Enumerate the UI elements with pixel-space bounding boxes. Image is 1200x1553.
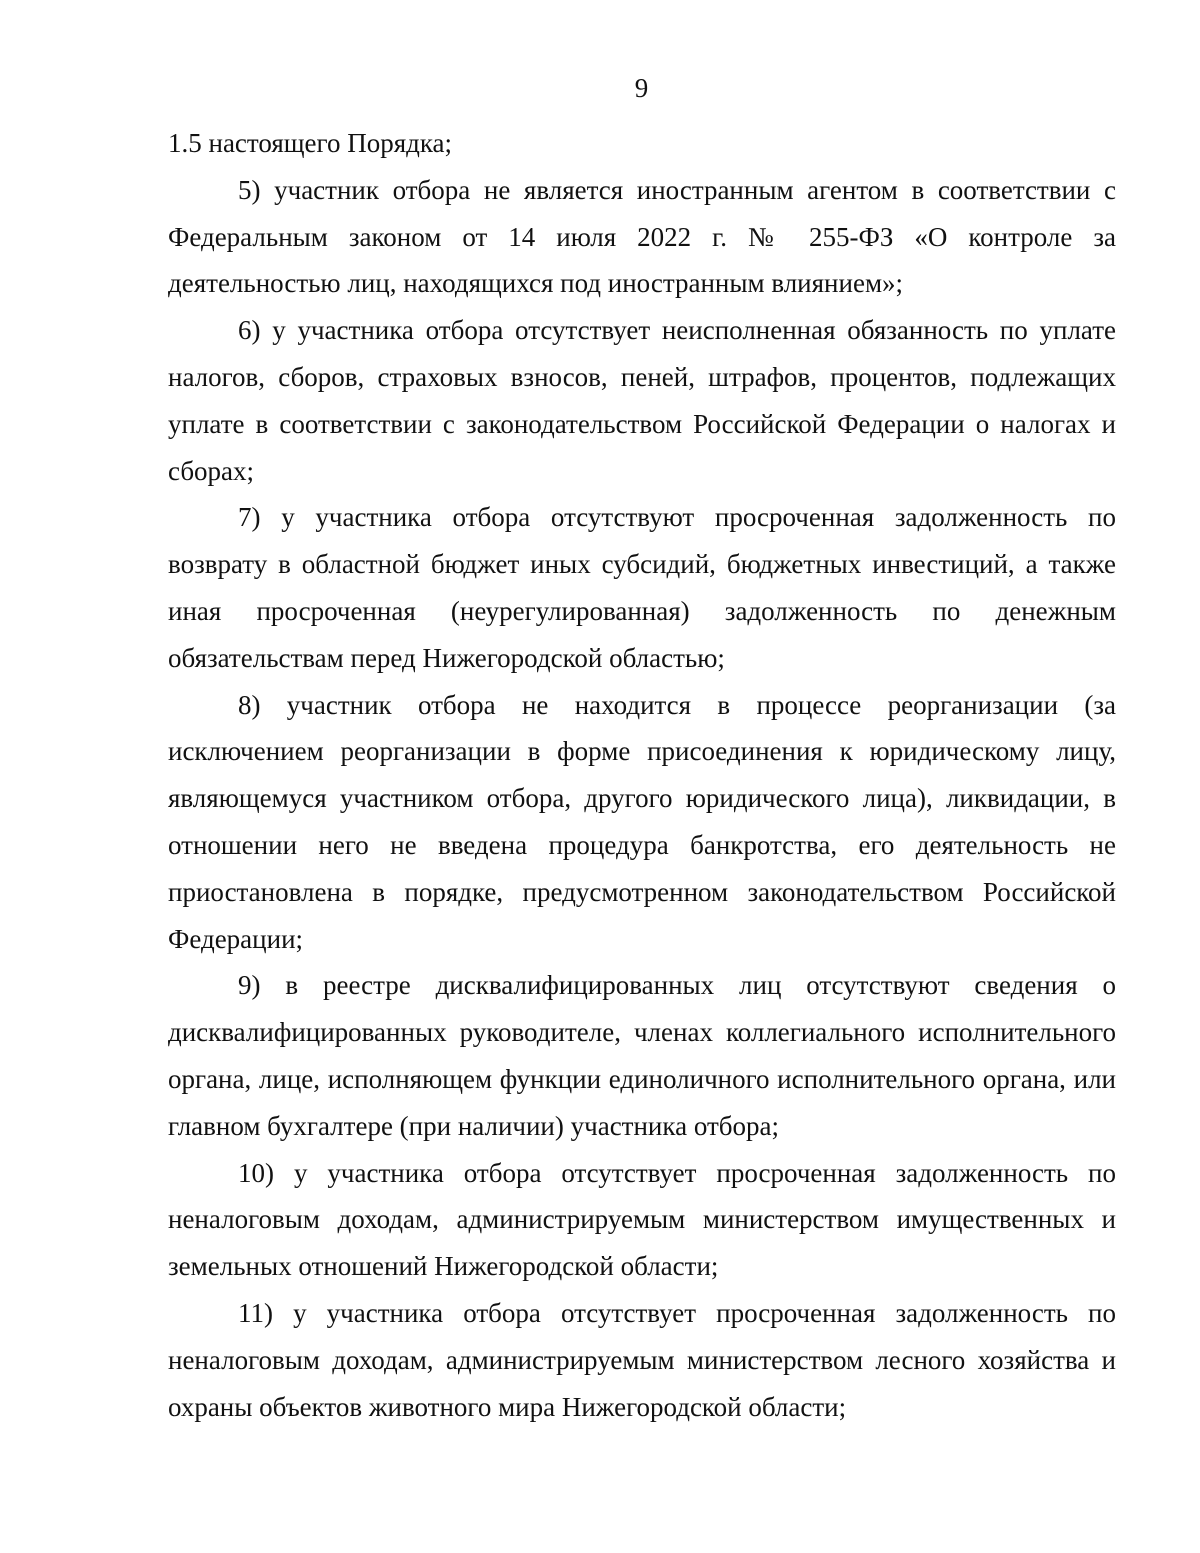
paragraph-item-11: 11) у участника отбора отсутствует просроченная задолженность по неналоговым доходам, администрируемым министерством лесного хозяйства и охраны объектов животного мира Нижегородской области; (168, 1297, 1116, 1422)
document-body (168, 120, 1116, 1430)
paragraph-item-6: 6) у участника отбора отсутствует неисполненная обязанность по уплате налогов, сборов, страховых взносов, пеней, штрафов, процентов, подлежащих уплате в соответствии с законодательством Российской Федерации о налогах и сборах; (168, 315, 1116, 486)
paragraph-item-7: 7) у участника отбора отсутствуют просроченная задолженность по возврату в областной бюджет иных субсидий, бюджетных инвестиций, а также иная просроченная (неурегулированная) задолженность по денежным обязательствам перед Нижегородской областью; (168, 502, 1116, 673)
paragraph-item-9: 9) в реестре дисквалифицированных лиц отсутствуют сведения о дисквалифицированных руководителе, членах коллегиального исполнительного органа, лице, исполняющем функции единоличного исполнительного органа, или главном бухгалтере (при наличии) участника отбора; (168, 970, 1116, 1141)
paragraph-item-5: 5) участник отбора не является иностранным агентом в соответствии с Федеральным законом от 14 июля 2022 г. № 255-ФЗ «О контроле за деятельностью лиц, находящихся под иностранным влиянием»; (168, 174, 1116, 299)
paragraph-continuation: 1.5 настоящего Порядка; (168, 128, 453, 158)
paragraph-item-10: 10) у участника отбора отсутствует просроченная задолженность по неналоговым доходам, администрируемым министерством имущественных и земельных отношений Нижегородской области; (168, 1157, 1116, 1282)
paragraph-item-8: 8) участник отбора не находится в процессе реорганизации (за исключением реорганизации в форме присоединения к юридическому лицу, являющемуся участником отбора, другого юридического лица), ликвидации, в отношении него не введена процедура банкротства, его деятельность не приостановлена в порядке, предусмотренном законодательством Российской Федерации; (168, 689, 1116, 954)
page-number: 9 (634, 73, 649, 103)
